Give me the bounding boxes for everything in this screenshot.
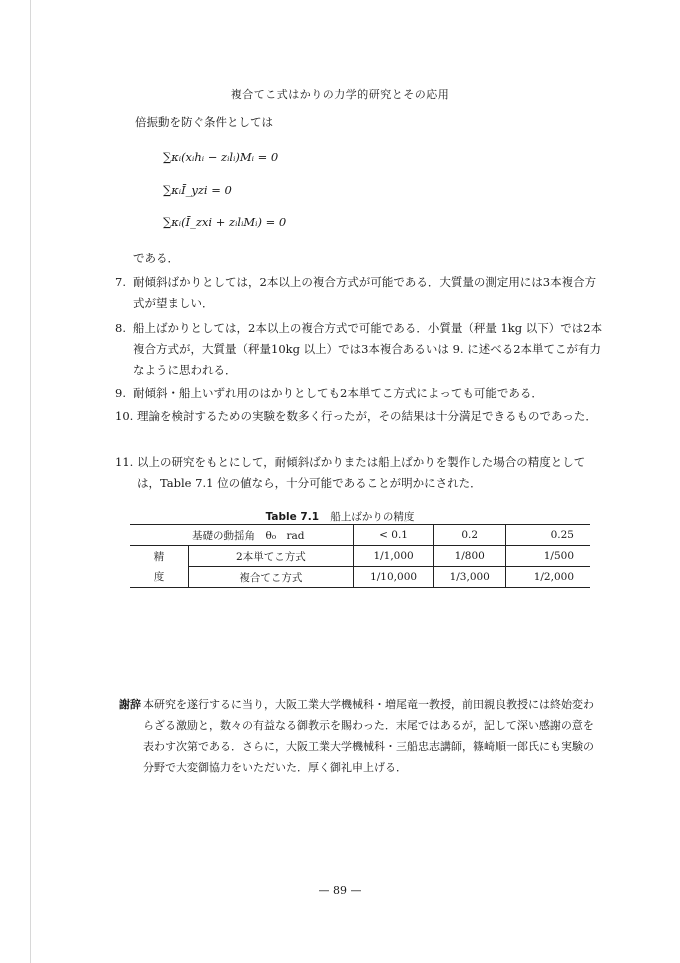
table-cell: 1/3,000 [434,567,506,588]
side-label-bottom: 度 [153,571,165,584]
table-caption [0,509,680,524]
accuracy-table [130,524,590,588]
conclusion-word: である． [133,251,179,265]
item-number: 8. [115,321,126,335]
running-head: 複合てこ式はかりの力学的研究とその応用 [230,88,450,101]
list-item [115,406,605,427]
item-text: 耐傾斜・船上いずれ用のはかりとしても2本単てこ方式によっても可能である． [133,386,543,400]
list-item [115,272,605,314]
table-row [130,567,590,588]
side-label-top: 精 [153,550,165,563]
list-item [115,383,605,404]
page-edge [30,0,31,963]
item-number: 7. [115,275,126,289]
item-text: 船上ばかりとしては，2本以上の複合方式で可能である．小質量（秤量 1kg 以下）では2本複合方式が，大質量（秤量10kg 以上）では3本複合あるいは 9. に述べる2本単てこが有力なように思われる． [133,321,603,377]
column-header: 0.2 [434,525,506,546]
equation-3: ∑κᵢ(Ī_zxi + zᵢlᵢMᵢ) = 0 [163,215,287,229]
table-cell: 1/500 [506,546,590,567]
table-cell: 1/1,000 [353,546,434,567]
item-text: 理論を検討するための実験を数多く行ったが，その結果は十分満足できるものであった． [137,409,597,423]
column-header: < 0.1 [353,525,434,546]
page-number: — 89 — [318,884,362,897]
table-row [130,546,590,567]
row-name: 2本単てこ方式 [189,546,354,567]
table-label: Table 7.1 [265,511,320,523]
list-item [115,452,605,494]
item-number: 9. [115,386,126,400]
row-name: 複合てこ方式 [189,567,354,588]
table-cell: 1/2,000 [506,567,590,588]
table-cell: 1/800 [434,546,506,567]
item-text: 以上の研究をもとにして，耐傾斜ばかりまたは船上ばかりを製作した場合の精度としては，Table 7.1 位の値なら，十分可能であることが明かにされた． [137,455,586,490]
table-title: 船上ばかりの精度 [330,511,415,523]
equation-2: ∑κᵢĪ_yzi = 0 [163,183,232,197]
item-text: 耐傾斜ばかりとしては，2本以上の複合方式が可能である．大質量の測定用には3本複合方式が望ましい． [133,275,597,310]
acknowledgement [119,694,601,778]
item-number: 10. [115,409,134,423]
list-item [115,318,605,381]
acknowledgement-label: 謝辞 [119,698,141,711]
column-header: 0.25 [506,525,590,546]
item-number: 11. [115,455,134,469]
intro-text: 倍振動を防ぐ条件としては [135,115,273,129]
header-label: 基礎の動揺角 θ₀ rad [130,525,353,546]
table-cell: 1/10,000 [353,567,434,588]
table-header-row [130,525,590,546]
equation-1: ∑κᵢ(xᵢhᵢ − zᵢlᵢ)Mᵢ = 0 [163,150,279,164]
acknowledgement-text: 本研究を遂行するに当り，大阪工業大学機械科・増尾竜一教授，前田親良教授には終始変わらざる激励と，数々の有益なる御教示を賜わった．末尾ではあるが，記して深い感謝の意を表わす次第である．さらに，大阪工業大学機械科・三船忠志講師，篠崎順一郎氏にも実験の分野で大変御協力をいただいた．厚く御礼申上げる． [143,698,594,774]
